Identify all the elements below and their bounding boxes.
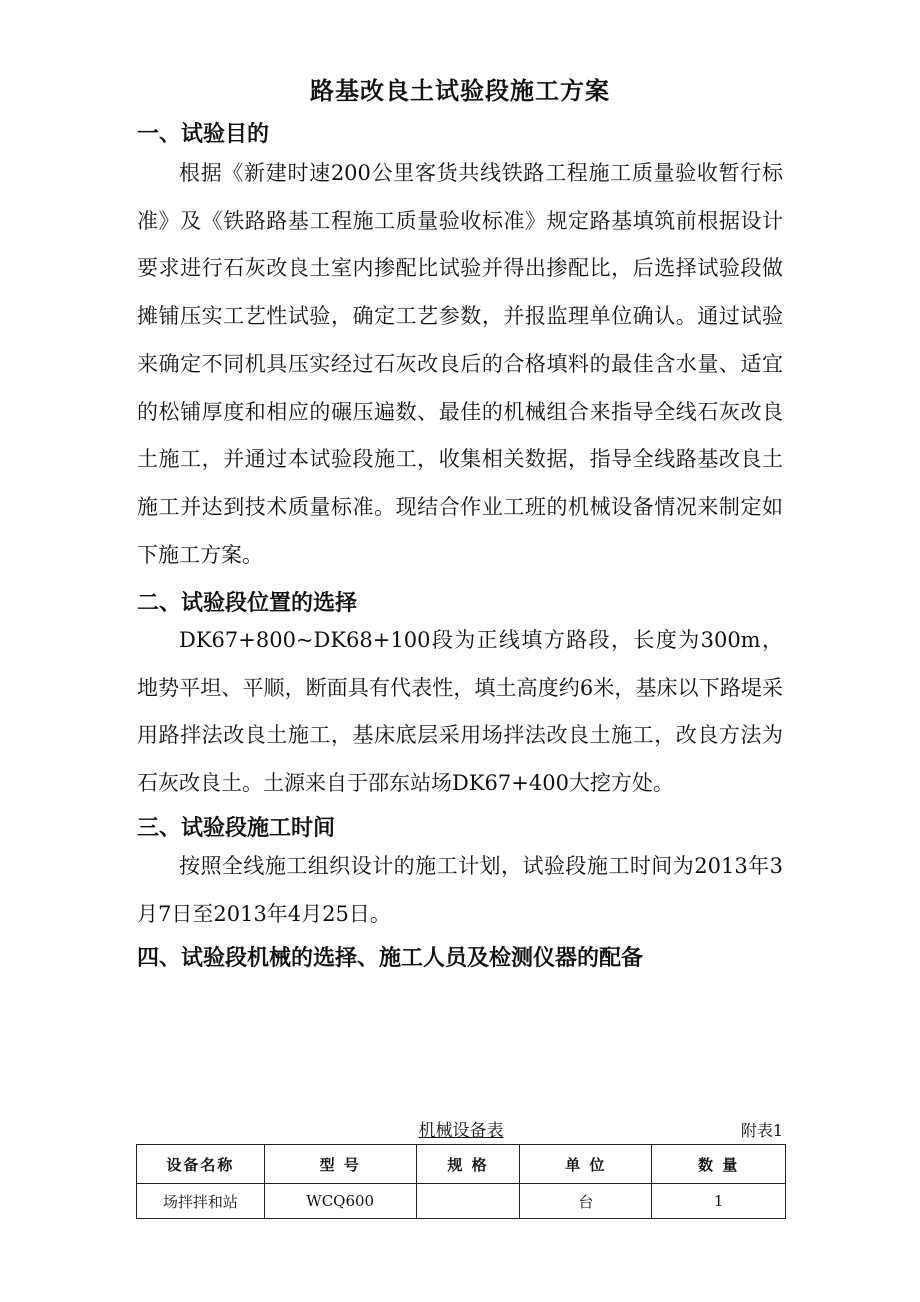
header-cell-spec: 规 格 — [416, 1145, 520, 1184]
table-cell: 1 — [652, 1184, 786, 1219]
table-title: 机械设备表 — [418, 1121, 504, 1141]
table-cell — [416, 1184, 520, 1219]
table-note: 附表1 — [740, 1121, 783, 1140]
header-cell-model: 型 号 — [264, 1145, 416, 1184]
table-row — [137, 1184, 786, 1219]
document-title: 路基改良土试验段施工方案 — [310, 76, 610, 105]
paragraph-schedule: 按照全线施工组织设计的施工计划，试验段施工时间为2013年3月7日至2013年4月25日。 — [137, 854, 783, 926]
header-cell-name: 设备名称 — [137, 1145, 265, 1184]
table-caption — [137, 1118, 785, 1144]
table-cell: 场拌拌和站 — [137, 1184, 265, 1219]
table-cell: WCQ600 — [264, 1184, 416, 1219]
table-cell: 台 — [520, 1184, 652, 1219]
header-cell-quantity: 数 量 — [652, 1145, 786, 1184]
table-header-row — [137, 1145, 786, 1184]
paragraph-purpose: 根据《新建时速200公里客货共线铁路工程施工质量验收暂行标准》及《铁路路基工程施工质量验收标准》规定路基填筑前根据设计要求进行石灰改良土室内掺配比试验并得出掺配比，后选择试验段做摊铺压实工艺性试验，确定工艺参数，并报监理单位确认。通过试验来确定不同机具压实经过石灰改良后的合格填料的最佳含水量、适宜的松铺厚度和相应的碾压遍数、最佳的机械组合来指导全线石灰改良土施工，并通过本试验段施工，收集相关数据，指导全线路基改良土施工并达到技术质量标准。现结合作业工班的机械设备情况来制定如下施工方案。 — [137, 161, 783, 567]
section-heading-purpose: 一、试验目的 — [137, 121, 270, 147]
paragraph-location: DK67+800~DK68+100段为正线填方路段，长度为300m，地势平坦、平顺，断面具有代表性，填土高度约6米，基床以下路堤采用路拌法改良土施工，基床底层采用场拌法改良土施工，改良方法为石灰改良土。土源来自于邵东站场DK67+400大挖方处。 — [137, 628, 783, 796]
section-heading-location: 二、试验段位置的选择 — [137, 590, 358, 616]
header-cell-unit: 单 位 — [520, 1145, 652, 1184]
equipment-table — [136, 1144, 786, 1219]
section-heading-schedule: 三、试验段施工时间 — [137, 815, 336, 841]
section-heading-equipment: 四、试验段机械的选择、施工人员及检测仪器的配备 — [137, 945, 644, 971]
